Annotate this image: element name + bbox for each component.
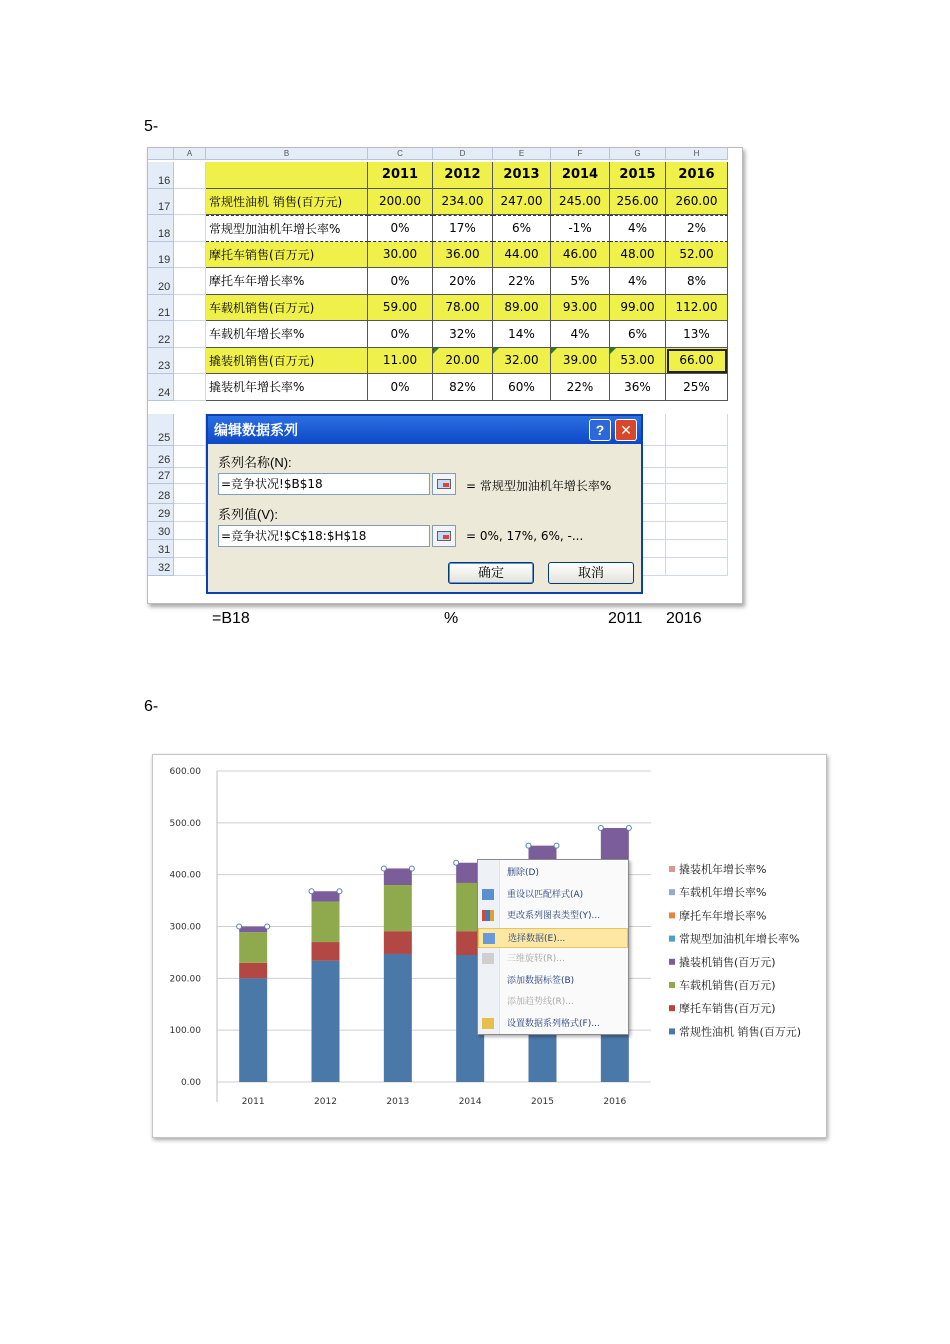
selection-handle[interactable]: [337, 889, 342, 894]
legend-label-6[interactable]: 摩托车销售(百万元): [679, 1002, 776, 1016]
cell-e17[interactable]: 247.00: [493, 189, 551, 216]
cell-e18[interactable]: 6%: [493, 215, 551, 242]
cell-h16[interactable]: 2016: [666, 162, 728, 189]
row-header-25[interactable]: 25: [148, 414, 174, 446]
bar-0-2013[interactable]: [384, 954, 412, 1082]
cell-h24[interactable]: 25%: [666, 374, 728, 401]
cell-c18[interactable]: 0%: [368, 215, 433, 242]
cell-a24[interactable]: [174, 374, 206, 401]
error-indicator-icon: [493, 348, 499, 354]
column-header-f[interactable]: F: [551, 148, 610, 160]
legend-swatch-7: [669, 1028, 675, 1034]
cell-b24[interactable]: 撬装机年增长率%: [206, 374, 368, 401]
selection-handle[interactable]: [409, 866, 414, 871]
cell-a32[interactable]: [174, 558, 206, 576]
cell-g21[interactable]: 99.00: [610, 295, 666, 322]
cell-c24[interactable]: 0%: [368, 374, 433, 401]
spreadsheet-screenshot: [147, 147, 743, 604]
menu-item-5[interactable]: [478, 971, 628, 991]
cell-e21[interactable]: 89.00: [493, 295, 551, 322]
cell-a30[interactable]: [174, 522, 206, 540]
cancel-button[interactable]: 取消: [548, 562, 634, 584]
row-header-30[interactable]: 30: [148, 522, 174, 540]
ok-button[interactable]: 确定: [448, 562, 534, 584]
row-header-22[interactable]: 22: [148, 321, 174, 348]
row-header-18[interactable]: 18: [148, 215, 174, 242]
x-tick-label-2014: 2014: [458, 1097, 482, 1107]
y-tick-label-4: 400.00: [169, 870, 201, 881]
cell-c19[interactable]: 30.00: [368, 242, 433, 269]
legend-label-4[interactable]: 撬装机销售(百万元): [679, 955, 776, 969]
cell-e16[interactable]: 2013: [493, 162, 551, 189]
cell-g19[interactable]: 48.00: [610, 242, 666, 269]
cell-e19[interactable]: 44.00: [493, 242, 551, 269]
series-name-range-picker-icon[interactable]: [432, 473, 456, 495]
cell-h17[interactable]: 260.00: [666, 189, 728, 216]
cell-c22[interactable]: 0%: [368, 321, 433, 348]
menu-item-1[interactable]: [478, 885, 628, 905]
bar-3-2016[interactable]: [601, 828, 629, 862]
cell-f23[interactable]: 39.00: [551, 348, 610, 375]
y-tick-label-2: 200.00: [169, 974, 201, 985]
cell-b17[interactable]: 常规性油机 销售(百万元): [206, 189, 368, 216]
series-name-input[interactable]: =竞争状况!$B$18: [218, 473, 430, 495]
cell-d16[interactable]: 2012: [433, 162, 493, 189]
bar-2-2012[interactable]: [312, 902, 340, 942]
row-header-17[interactable]: 17: [148, 189, 174, 216]
cell-a31[interactable]: [174, 540, 206, 558]
cell-g18[interactable]: 4%: [610, 215, 666, 242]
select-all-corner[interactable]: [148, 148, 174, 160]
series-name-preview: = 常规型加油机年增长率%: [466, 479, 612, 493]
y-tick-label-0: 0.00: [180, 1078, 201, 1088]
legend-swatch-3: [669, 936, 675, 942]
cell-h22[interactable]: 13%: [666, 321, 728, 348]
chart-type-icon: [482, 910, 494, 921]
cell-f19[interactable]: 46.00: [551, 242, 610, 269]
cell-c16[interactable]: 2011: [368, 162, 433, 189]
row-header-21[interactable]: 21: [148, 295, 174, 322]
menu-item-7[interactable]: [478, 1014, 628, 1034]
caption-percent: %: [444, 610, 459, 627]
cell-d20[interactable]: 20%: [433, 268, 493, 295]
cell-g16[interactable]: 2015: [610, 162, 666, 189]
format-series-icon: [482, 1018, 494, 1029]
cell-c20[interactable]: 0%: [368, 268, 433, 295]
caption-start-year: 2011: [608, 610, 643, 627]
cell-b22[interactable]: 车载机年增长率%: [206, 321, 368, 348]
cell-f17[interactable]: 245.00: [551, 189, 610, 216]
legend-swatch-1: [669, 889, 675, 895]
series-name-label: 系列名称(N):: [218, 455, 292, 470]
cell-h32[interactable]: [666, 558, 728, 576]
y-tick-label-6: 600.00: [169, 767, 201, 777]
cell-f22[interactable]: 4%: [551, 321, 610, 348]
bar-3-2013[interactable]: [384, 868, 412, 885]
row-header-19[interactable]: 19: [148, 242, 174, 269]
menu-item-6[interactable]: [478, 992, 628, 1012]
y-tick-label-5: 500.00: [169, 818, 201, 829]
cell-f16[interactable]: 2014: [551, 162, 610, 189]
row-header-23[interactable]: 23: [148, 348, 174, 375]
row-header-26[interactable]: 26: [148, 446, 174, 468]
cell-h21[interactable]: 112.00: [666, 295, 728, 322]
y-tick-label-1: 100.00: [169, 1026, 201, 1037]
cell-a29[interactable]: [174, 504, 206, 522]
legend-swatch-4: [669, 959, 675, 965]
cell-d22[interactable]: 32%: [433, 321, 493, 348]
cell-e22[interactable]: 14%: [493, 321, 551, 348]
step-5-label: 5-: [144, 118, 159, 135]
legend-label-2[interactable]: 摩托车年增长率%: [679, 909, 767, 923]
row-header-31[interactable]: 31: [148, 540, 174, 558]
selection-handle[interactable]: [265, 924, 270, 929]
x-tick-label-2011: 2011: [241, 1097, 265, 1107]
cell-g22[interactable]: 6%: [610, 321, 666, 348]
cell-b16[interactable]: [206, 162, 368, 189]
x-tick-label-2016: 2016: [603, 1097, 627, 1107]
cell-a16[interactable]: [174, 162, 206, 189]
cell-h30[interactable]: [666, 522, 728, 540]
legend-label-5[interactable]: 车载机销售(百万元): [679, 979, 776, 992]
cell-d17[interactable]: 234.00: [433, 189, 493, 216]
row-header-20[interactable]: 20: [148, 268, 174, 295]
menu-item-label: 删除(D): [507, 868, 539, 878]
cell-a23[interactable]: [174, 348, 206, 375]
bar-2-2013[interactable]: [384, 885, 412, 931]
close-button[interactable]: ✕: [615, 419, 637, 441]
cell-f21[interactable]: 93.00: [551, 295, 610, 322]
legend-swatch-6: [669, 1005, 675, 1011]
menu-item-label: 三维旋转(R)...: [507, 954, 565, 964]
menu-item-4[interactable]: [478, 949, 628, 969]
bar-0-2012[interactable]: [312, 961, 340, 1082]
cell-f20[interactable]: 5%: [551, 268, 610, 295]
menu-item-label: 重设以匹配样式(A): [507, 889, 584, 900]
dialog-title-bar[interactable]: [208, 416, 641, 444]
cell-d23[interactable]: 20.00: [433, 348, 493, 375]
legend-swatch-2: [669, 912, 675, 918]
series-values-label: 系列值(V):: [218, 507, 278, 522]
row-header-16[interactable]: 16: [148, 162, 174, 189]
cell-a25[interactable]: [174, 414, 206, 446]
menu-item-label: 选择数据(E)...: [508, 933, 566, 944]
cell-g23[interactable]: 53.00: [610, 348, 666, 375]
cell-f18[interactable]: -1%: [551, 215, 610, 242]
legend-label-7[interactable]: 常规性油机 销售(百万元): [679, 1025, 802, 1039]
menu-item-label: 添加趋势线(R)...: [507, 997, 574, 1007]
cell-c23[interactable]: 11.00: [368, 348, 433, 375]
bar-1-2011[interactable]: [239, 963, 267, 979]
cell-a28[interactable]: [174, 484, 206, 504]
cell-a20[interactable]: [174, 268, 206, 295]
cell-b19[interactable]: 摩托车销售(百万元): [206, 242, 368, 269]
series-values-preview: = 0%, 17%, 6%, -...: [466, 529, 584, 543]
cell-h27[interactable]: [666, 468, 728, 484]
cell-b23[interactable]: 撬装机销售(百万元): [206, 348, 368, 375]
error-indicator-icon: [551, 348, 557, 354]
cell-b18[interactable]: 常规型加油机年增长率%: [206, 215, 368, 242]
cell-e24[interactable]: 60%: [493, 374, 551, 401]
x-tick-label-2012: 2012: [314, 1097, 337, 1107]
error-indicator-icon: [433, 348, 439, 354]
select-data-icon: [483, 933, 495, 944]
cell-a18[interactable]: [174, 215, 206, 242]
rotate-3d-icon: [482, 953, 494, 964]
cell-a26[interactable]: [174, 446, 206, 468]
cell-c17[interactable]: 200.00: [368, 189, 433, 216]
cell-h31[interactable]: [666, 540, 728, 558]
selection-handle[interactable]: [454, 860, 459, 865]
cell-d21[interactable]: 78.00: [433, 295, 493, 322]
cell-d19[interactable]: 36.00: [433, 242, 493, 269]
cell-b21[interactable]: 车载机销售(百万元): [206, 295, 368, 322]
menu-item-0[interactable]: [478, 863, 628, 883]
error-indicator-icon: [610, 348, 616, 354]
cell-d24[interactable]: 82%: [433, 374, 493, 401]
column-header-g[interactable]: G: [610, 148, 666, 160]
selection-handle[interactable]: [526, 843, 531, 848]
cell-h18[interactable]: 2%: [666, 215, 728, 242]
column-header-b[interactable]: B: [206, 148, 368, 160]
cell-a22[interactable]: [174, 321, 206, 348]
column-header-d[interactable]: D: [433, 148, 493, 160]
bar-0-2011[interactable]: [239, 978, 267, 1082]
legend-label-1[interactable]: 车载机年增长率%: [679, 886, 767, 900]
column-header-c[interactable]: C: [368, 148, 433, 160]
cell-h19[interactable]: 52.00: [666, 242, 728, 269]
legend-swatch-0: [669, 866, 675, 872]
column-header-e[interactable]: E: [493, 148, 551, 160]
x-tick-label-2015: 2015: [531, 1097, 554, 1107]
row-header-32[interactable]: 32: [148, 558, 174, 576]
selection-handle[interactable]: [309, 889, 314, 894]
column-header-h[interactable]: H: [666, 148, 728, 160]
y-tick-label-3: 300.00: [169, 922, 201, 933]
cell-e20[interactable]: 22%: [493, 268, 551, 295]
selection-handle[interactable]: [237, 924, 242, 929]
cell-g20[interactable]: 4%: [610, 268, 666, 295]
cell-a19[interactable]: [174, 242, 206, 269]
row-header-29[interactable]: 29: [148, 504, 174, 522]
series-values-range-picker-icon[interactable]: [432, 525, 456, 547]
cell-b20[interactable]: 摩托车年增长率%: [206, 268, 368, 295]
cell-h23[interactable]: 66.00: [666, 348, 728, 375]
row-header-27[interactable]: 27: [148, 468, 174, 484]
cell-e23[interactable]: 32.00: [493, 348, 551, 375]
legend-swatch-5: [669, 982, 675, 988]
cell-h20[interactable]: 8%: [666, 268, 728, 295]
menu-item-2[interactable]: [478, 906, 628, 926]
row-header-24[interactable]: 24: [148, 374, 174, 401]
help-button[interactable]: ?: [589, 419, 611, 441]
selection-handle[interactable]: [626, 826, 631, 831]
column-header-a[interactable]: A: [174, 148, 206, 160]
bar-1-2013[interactable]: [384, 931, 412, 954]
row-header-28[interactable]: 28: [148, 484, 174, 504]
menu-item-label: 更改系列图表类型(Y)...: [507, 911, 601, 921]
cell-a27[interactable]: [174, 468, 206, 484]
menu-item-3[interactable]: [478, 928, 628, 948]
menu-item-label: 设置数据系列格式(F)...: [507, 1018, 600, 1029]
cell-d18[interactable]: 17%: [433, 215, 493, 242]
caption-end-year: 2016: [666, 610, 702, 627]
legend-label-3[interactable]: 常规型加油机年增长率%: [679, 932, 800, 946]
reset-style-icon: [482, 889, 494, 900]
cell-g24[interactable]: 36%: [610, 374, 666, 401]
delete-icon: [482, 867, 494, 878]
bar-3-2011[interactable]: [239, 927, 267, 933]
series-values-input[interactable]: =竞争状况!$C$18:$H$18: [218, 525, 430, 547]
step-6-label: 6-: [144, 698, 159, 715]
bar-3-2012[interactable]: [312, 891, 340, 901]
cell-h25[interactable]: [666, 414, 728, 446]
cell-h29[interactable]: [666, 504, 728, 522]
chart-screenshot: [152, 754, 827, 1138]
cell-h26[interactable]: [666, 446, 728, 468]
cell-h28[interactable]: [666, 484, 728, 504]
context-menu[interactable]: [477, 859, 629, 1035]
caption-formula: =B18: [212, 610, 250, 627]
dialog-title: 编辑数据系列: [214, 422, 298, 438]
menu-item-label: 添加数据标签(B): [507, 975, 575, 986]
bar-1-2012[interactable]: [312, 942, 340, 961]
selection-handle[interactable]: [554, 843, 559, 848]
x-tick-label-2013: 2013: [386, 1097, 410, 1107]
bar-2-2011[interactable]: [239, 932, 267, 963]
cell-a17[interactable]: [174, 189, 206, 216]
legend-label-0[interactable]: 撬装机年增长率%: [679, 863, 767, 876]
selection-handle[interactable]: [598, 826, 603, 831]
cell-f24[interactable]: 22%: [551, 374, 610, 401]
cell-c21[interactable]: 59.00: [368, 295, 433, 322]
edit-series-dialog[interactable]: [206, 414, 643, 594]
selection-handle[interactable]: [381, 866, 386, 871]
cell-a21[interactable]: [174, 295, 206, 322]
cell-g17[interactable]: 256.00: [610, 189, 666, 216]
